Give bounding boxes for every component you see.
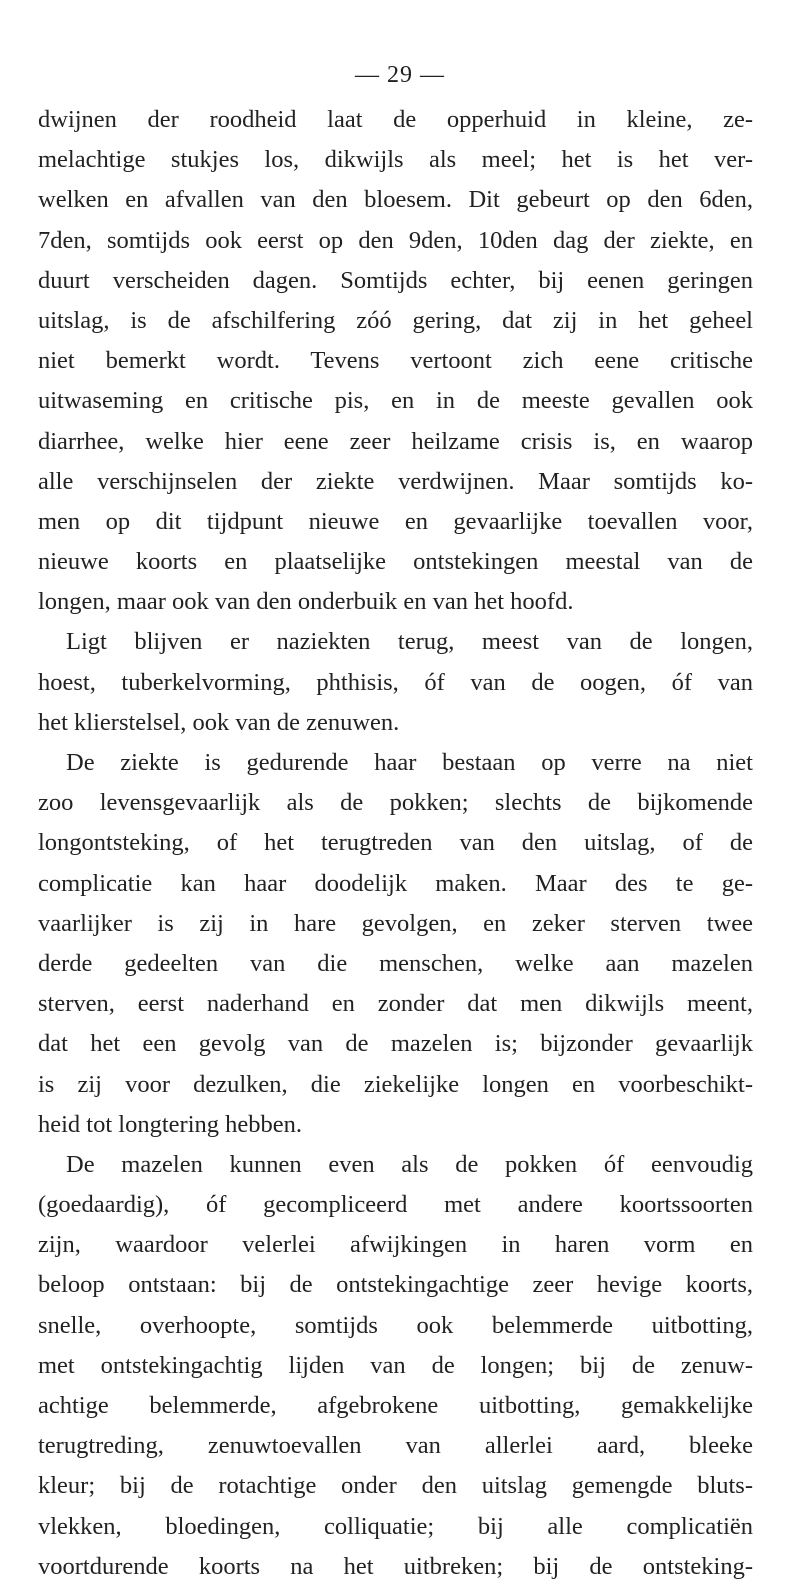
text-line: derde gedeelten van die menschen, welke aan mazelen <box>38 949 753 977</box>
text-line: men op dit tijdpunt nieuwe en gevaarlijke toevallen voor, <box>38 507 753 535</box>
text-line: niet bemerkt wordt. Tevens vertoont zich eene critische <box>38 347 753 375</box>
text-line: uitslag, is de afschilfering zóó gering, dat zij in het geheel <box>38 306 753 334</box>
text-line: heid tot longtering hebben. <box>38 1110 302 1138</box>
text-line: achtige belemmerde, afgebrokene uitbotting, gemakkelijke <box>38 1392 753 1419</box>
text-line: longen, maar ook van den onderbuik en van het hoofd. <box>38 588 574 616</box>
text-line: is zij voor dezulken, die ziekelijke longen en voorbeschikt- <box>38 1070 753 1098</box>
text-line: sterven, eerst naderhand en zonder dat men dikwijls meent, <box>38 990 753 1018</box>
text-line: voortdurende koorts na het uitbreken; bij de ontsteking- <box>38 1552 753 1580</box>
text-line: het klierstelsel, ook van de zenuwen. <box>38 708 400 736</box>
text-line: alle verschijnselen der ziekte verdwijnen. Maar somtijds ko- <box>38 467 753 495</box>
text-line: zoo levensgevaarlijk als de pokken; slechts de bijkomende <box>38 789 753 817</box>
text-line: vlekken, bloedingen, colliquatie; bij alle complicatiën <box>38 1512 753 1540</box>
text-line: kleur; bij de rotachtige onder den uitslag gemengde bluts- <box>38 1472 753 1500</box>
text-line: complicatie kan haar doodelijk maken. Maar des te ge- <box>38 869 753 897</box>
text-line: (goedaardig), óf gecompliceerd met andere koortssoorten <box>38 1191 753 1219</box>
page-number: — 29 — <box>355 62 445 88</box>
text-line: longontsteking, of het terugtreden van den uitslag, of de <box>38 829 753 857</box>
text-line: snelle, overhoopte, somtijds ook belemmerde uitbotting, <box>38 1311 753 1339</box>
text-line: vaarlijker is zij in hare gevolgen, en zeker sterven twee <box>38 909 753 937</box>
text-line: duurt verscheiden dagen. Somtijds echter, bij eenen geringen <box>38 266 753 294</box>
text-line: beloop ontstaan: bij de ontstekingachtige zeer hevige koorts, <box>38 1271 753 1299</box>
text-line: zijn, waardoor velerlei afwijkingen in haren vorm en <box>38 1231 753 1259</box>
text-line: dwijnen der roodheid laat de opperhuid in kleine, ze- <box>38 106 753 133</box>
text-line: De mazelen kunnen even als de pokken óf eenvoudig <box>66 1150 753 1178</box>
text-line: diarrhee, welke hier eene zeer heilzame crisis is, en waarop <box>38 427 753 455</box>
text-line: dat het een gevolg van de mazelen is; bijzonder gevaarlijk <box>38 1030 753 1058</box>
text-line: met ontstekingachtig lijden van de longen; bij de zenuw- <box>38 1351 753 1379</box>
text-line: melachtige stukjes los, dikwijls als meel; het is het ver- <box>38 146 753 174</box>
body-text <box>38 100 753 1587</box>
text-line: nieuwe koorts en plaatselijke ontstekingen meestal van de <box>38 548 753 576</box>
text-line: hoest, tuberkelvorming, phthisis, óf van de oogen, óf van <box>38 668 753 696</box>
text-line: Ligt blijven er naziekten terug, meest van de longen, <box>66 628 753 656</box>
text-line: 7den, somtijds ook eerst op den 9den, 10den dag der ziekte, en <box>38 226 753 254</box>
text-line: uitwaseming en critische pis, en in de meeste gevallen ook <box>38 387 753 415</box>
text-line: terugtreding, zenuwtoevallen van allerlei aard, bleeke <box>38 1432 753 1460</box>
text-line: welken en afvallen van den bloesem. Dit gebeurt op den 6den, <box>38 186 753 214</box>
text-line: De ziekte is gedurende haar bestaan op verre na niet <box>66 749 753 776</box>
